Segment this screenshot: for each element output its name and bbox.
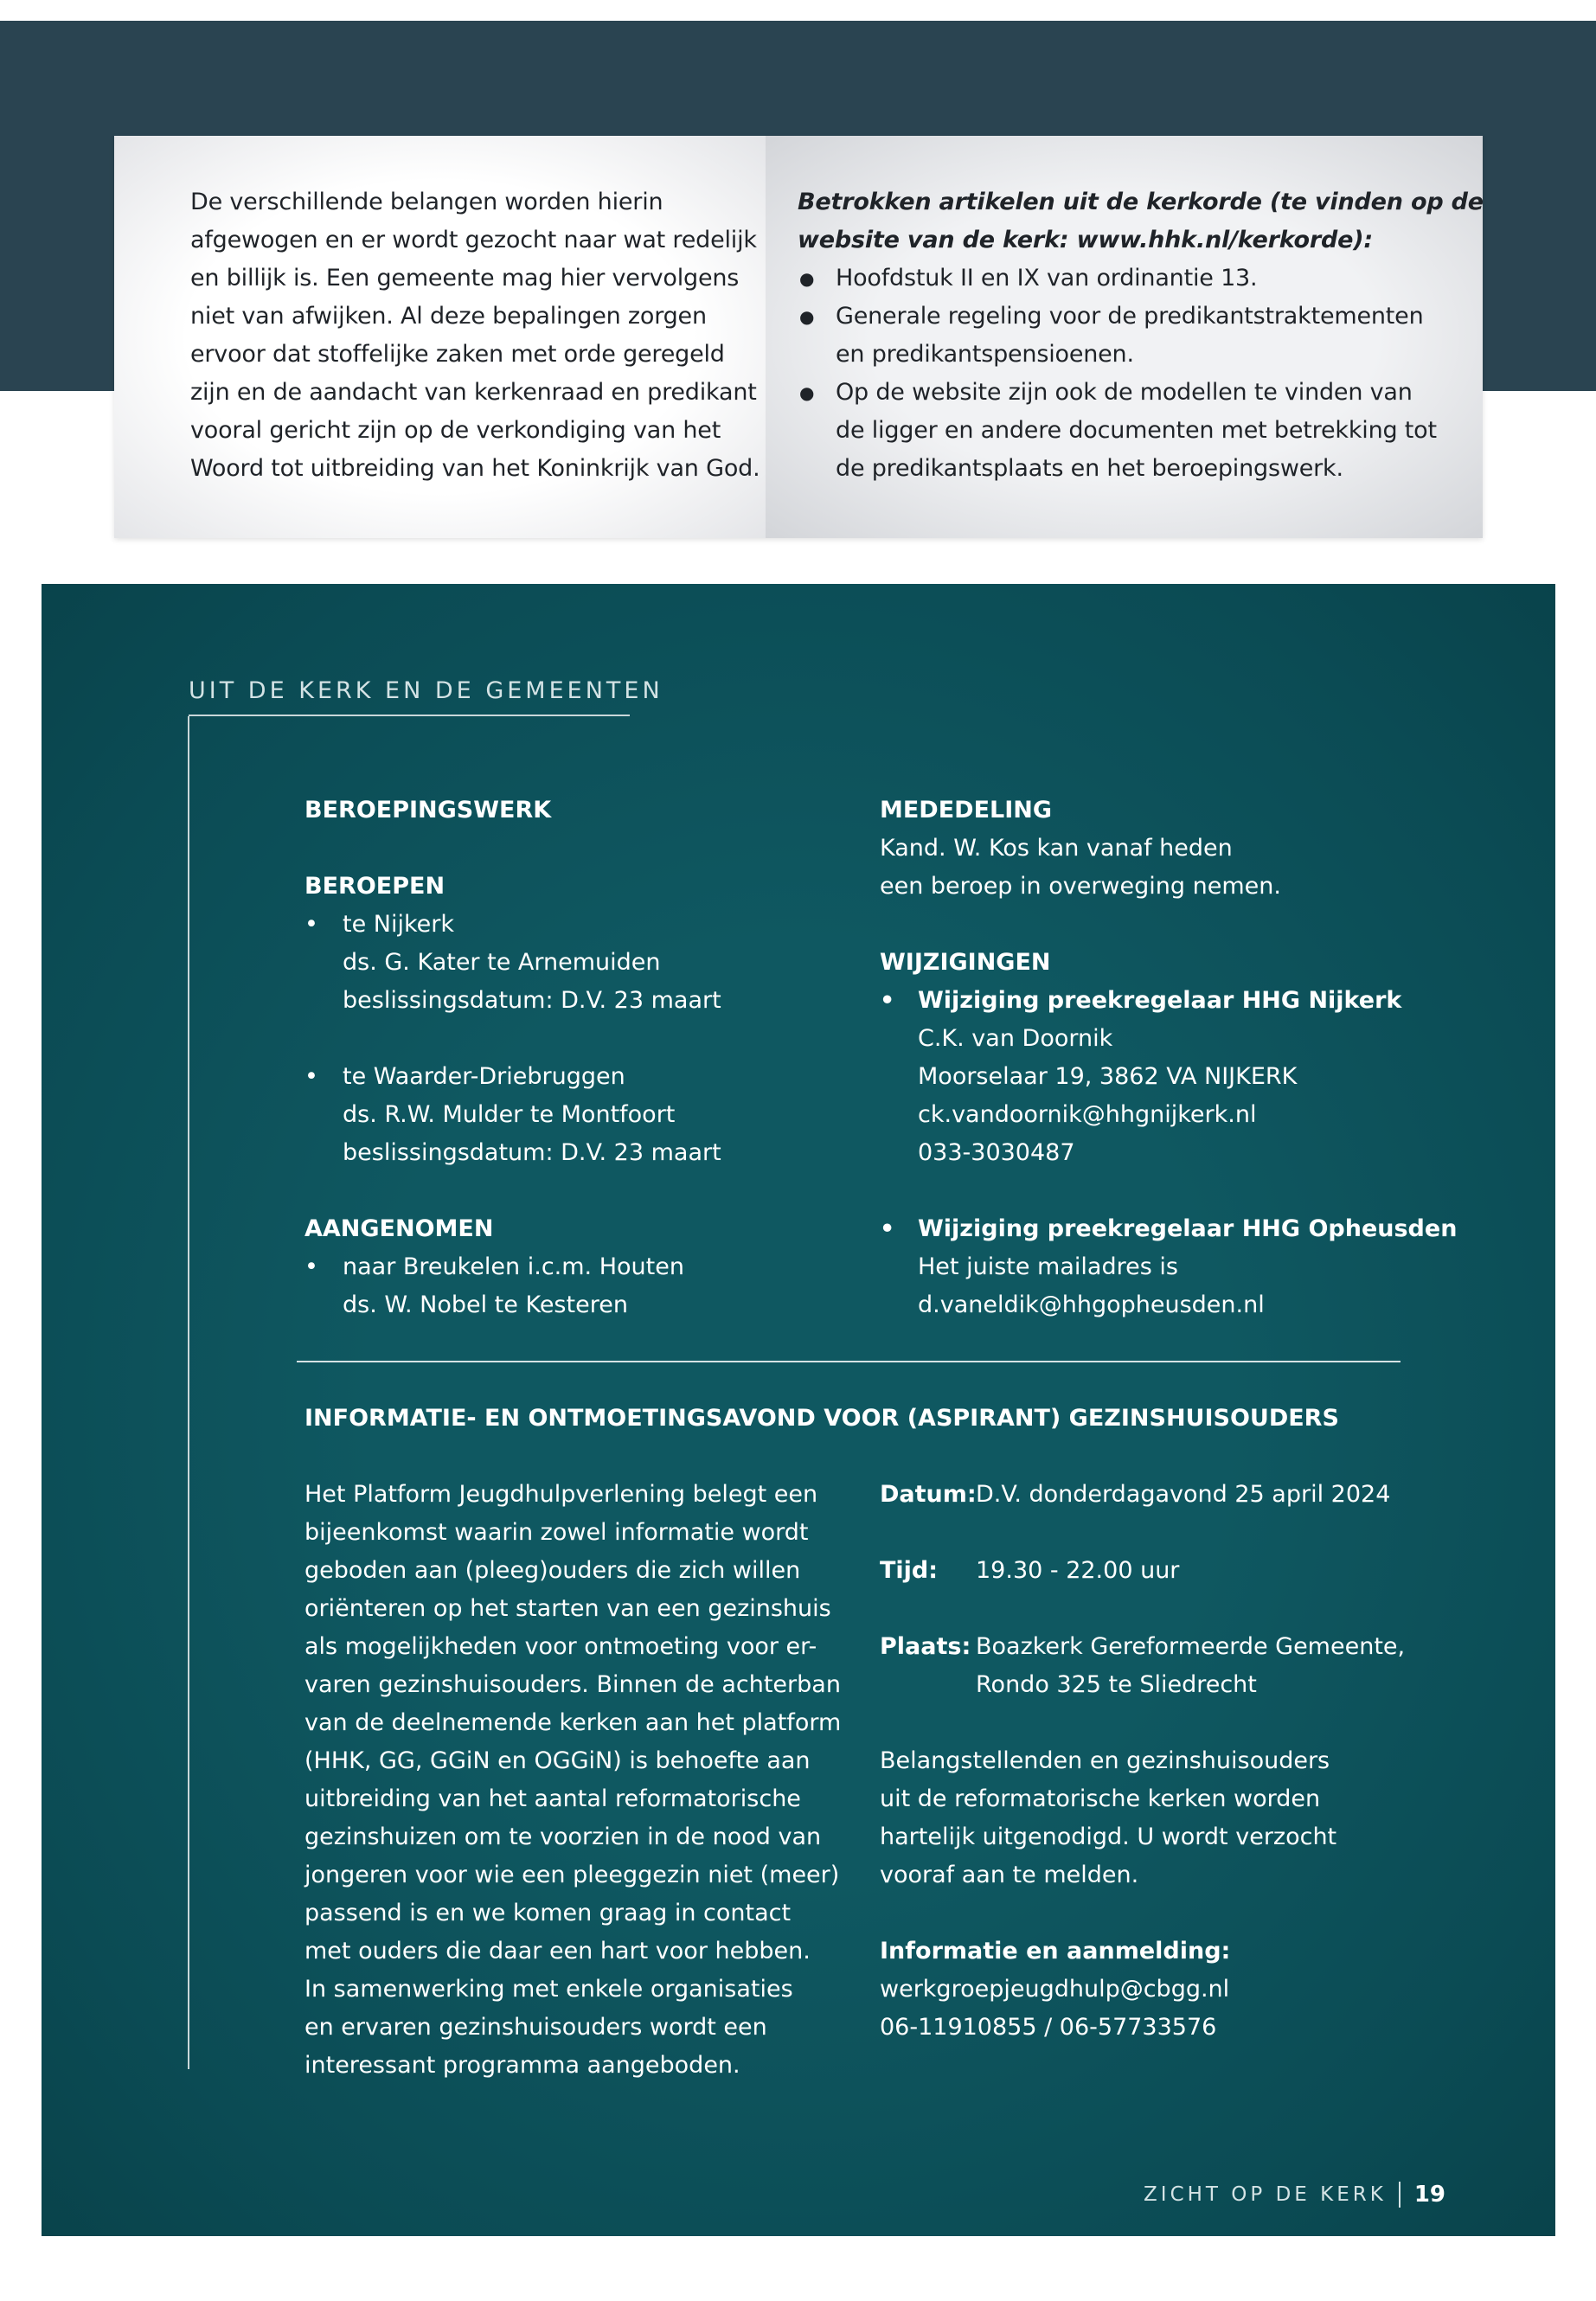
articles-title-line: website van de kerk: www.hhk.nl/kerkorde): (798, 227, 1373, 253)
wijziging-title: • Wijziging preekregelaar HHG Nijkerk (880, 982, 1457, 1020)
text-line: de ligger en andere documenten met betrekking tot (836, 417, 1437, 444)
text-line: oriënteren op het starten van een gezinshuis (304, 1595, 831, 1622)
aangenomen-place: • naar Breukelen i.c.m. Houten (304, 1248, 721, 1286)
mededeling-column (880, 792, 1457, 1324)
event-details (880, 1476, 1405, 2047)
kerkorde-articles (798, 183, 1484, 488)
contact-email: werkgroepjeugdhulp@cbgg.nl (880, 1976, 1230, 2003)
beroepingswerk-heading: BEROEPINGSWERK (304, 797, 552, 824)
text-line: ervoor dat stoffelijke zaken met orde geregeld (190, 341, 725, 368)
section-title: UIT DE KERK EN DE GEMEENTEN (189, 677, 663, 704)
mededeling-heading: MEDEDELING (880, 797, 1053, 824)
event-place-value (976, 1628, 1405, 1704)
wijziging-phone: 033-3030487 (918, 1139, 1075, 1166)
page-number: 19 (1413, 2182, 1445, 2208)
text-line: jongeren voor wie een pleeggezin niet (meer) (304, 1862, 840, 1888)
belangen-paragraph (190, 183, 760, 488)
contact-heading: Informatie en aanmelding: (880, 1938, 1231, 1965)
mededeling-line: Kand. W. Kos kan vanaf heden (880, 835, 1233, 862)
event-place-label: Plaats: (880, 1633, 971, 1660)
text-line: vooral gericht zijn op de verkondiging van het (190, 417, 721, 444)
text-line: zijn en de aandacht van kerkenraad en predikant (190, 379, 757, 406)
beroepen-heading: BEROEPEN (304, 873, 445, 900)
event-date-row (880, 1476, 1405, 1514)
text-line: interessant programma aangeboden. (304, 2052, 740, 2079)
text-line: uitbreiding van het aantal reformatorische (304, 1785, 801, 1812)
text-line: ● Generale regeling voor de predikantstraktementen (836, 303, 1424, 330)
aangenomen-person: ds. W. Nobel te Kesteren (343, 1292, 628, 1318)
invite-line: uit de reformatorische kerken worden (880, 1785, 1321, 1812)
wijziging-title: • Wijziging preekregelaar HHG Opheusden (880, 1210, 1457, 1248)
wijziging-line: C.K. van Doornik (918, 1025, 1113, 1052)
footer-separator (1399, 2182, 1401, 2208)
text-line: en predikantspensioenen. (836, 341, 1134, 368)
text-line: met ouders die daar een hart voor hebben. (304, 1938, 811, 1965)
event-place-row (880, 1628, 1405, 1704)
beroep-date: beslissingsdatum: D.V. 23 maart (343, 1139, 721, 1166)
text-line: Het Platform Jeugdhulpverlening belegt een (304, 1481, 818, 1508)
article-item (798, 260, 1484, 298)
wijziging-line: Het juiste mailadres is (918, 1253, 1178, 1280)
text-line: en ervaren gezinshuisouders wordt een (304, 2014, 767, 2041)
page-footer (1144, 2182, 1445, 2208)
beroep-person: ds. R.W. Mulder te Montfoort (343, 1101, 676, 1128)
wijziging-line: Moorselaar 19, 3862 VA NIJKERK (918, 1063, 1298, 1090)
magazine-name: ZICHT OP DE KERK (1144, 2183, 1387, 2206)
mededeling-line: een beroep in overweging nemen. (880, 873, 1281, 900)
text-line: van de deelnemende kerken aan het platform (304, 1709, 842, 1736)
articles-list (798, 260, 1484, 488)
beroep-person: ds. G. Kater te Arnemuiden (343, 949, 661, 976)
text-line: passend is en we komen graag in contact (304, 1900, 792, 1926)
wijziging-email: ck.vandoornik@hhgnijkerk.nl (918, 1101, 1257, 1128)
section-divider (297, 1361, 1401, 1362)
beroep-place: • te Nijkerk (304, 906, 721, 944)
article-item (798, 374, 1484, 488)
text-line: De verschillende belangen worden hierin (190, 189, 663, 215)
invite-line: hartelijk uitgenodigd. U wordt verzocht (880, 1823, 1337, 1850)
text-line: en billijk is. Een gemeente mag hier vervolgens (190, 265, 740, 292)
invite-line: Belangstellenden en gezinshuisouders (880, 1747, 1330, 1774)
text-line: ● Hoofdstuk II en IX van ordinantie 13. (836, 265, 1258, 292)
contact-phone: 06-11910855 / 06-57733576 (880, 2014, 1217, 2041)
event-time-row (880, 1552, 1405, 1590)
text-line: In samenwerking met enkele organisaties (304, 1976, 793, 2003)
text-line: niet van afwijken. Al deze bepalingen zorgen (190, 303, 707, 330)
text-line: ● Op de website zijn ook de modellen te vinden van (836, 379, 1413, 406)
text-line: de predikantsplaats en het beroepingswerk. (836, 455, 1343, 482)
text-line: Woord tot uitbreiding van het Koninkrijk van God. (190, 455, 760, 482)
articles-title-line: Betrokken artikelen uit de kerkorde (te vinden op de (798, 189, 1484, 215)
event-place-line: Rondo 325 te Sliedrecht (976, 1671, 1257, 1698)
text-line: afgewogen en er wordt gezocht naar wat redelijk (190, 227, 757, 253)
informatie-body (304, 1476, 841, 2085)
article-item (798, 298, 1484, 374)
event-date-value: D.V. donderdagavond 25 april 2024 (976, 1481, 1391, 1508)
beroep-date: beslissingsdatum: D.V. 23 maart (343, 987, 721, 1014)
section-title-underline (189, 715, 630, 716)
text-line: als mogelijkheden voor ontmoeting voor er- (304, 1633, 817, 1660)
event-date-label: Datum: (880, 1481, 977, 1508)
event-time-value: 19.30 - 22.00 uur (976, 1557, 1180, 1584)
wijzigingen-heading: WIJZIGINGEN (880, 949, 1051, 976)
invite-line: vooraf aan te melden. (880, 1862, 1139, 1888)
section-vertical-rule (188, 716, 189, 2069)
text-line: varen gezinshuisouders. Binnen de achterban (304, 1671, 841, 1698)
beroep-place: • te Waarder-Driebruggen (304, 1058, 721, 1096)
text-line: bijeenkomst waarin zowel informatie wordt (304, 1519, 809, 1546)
event-place-line: Boazkerk Gereformeerde Gemeente, (976, 1633, 1406, 1660)
aangenomen-heading: AANGENOMEN (304, 1215, 494, 1242)
wijziging-email: d.vaneldik@hhgopheusden.nl (918, 1292, 1265, 1318)
event-time-label: Tijd: (880, 1557, 939, 1584)
informatie-heading: INFORMATIE- EN ONTMOETINGSAVOND VOOR (ASPIRANT) GEZINSHUISOUDERS (304, 1405, 1339, 1432)
beroepingswerk-column (304, 792, 721, 1324)
text-line: (HHK, GG, GGiN en OGGiN) is behoefte aan (304, 1747, 811, 1774)
text-line: geboden aan (pleeg)ouders die zich willen (304, 1557, 801, 1584)
text-line: gezinshuizen om te voorzien in de nood van (304, 1823, 822, 1850)
